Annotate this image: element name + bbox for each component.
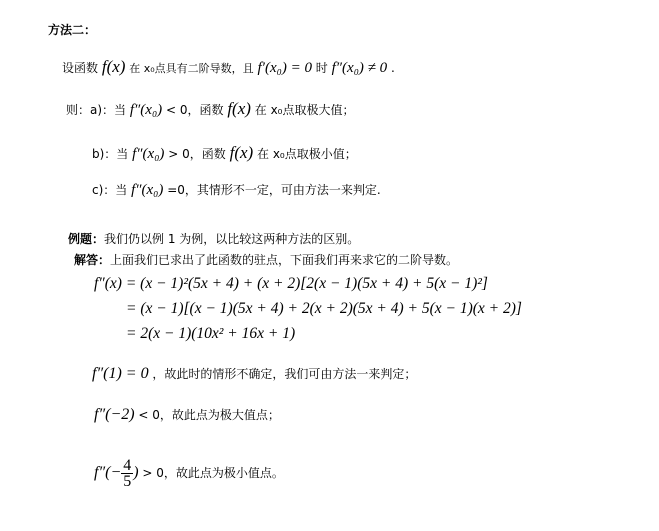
result-3-fraction <box>121 458 133 489</box>
equation-line-2: = (x − 1)[(x − 1)(5x + 4) + 2(x + 2)(5x + 4) + 5(x − 1)(x + 2)] <box>126 300 522 317</box>
case-b-expr: f″(x₀) <box>132 146 165 162</box>
result-3-expr-pre: f″(− <box>94 464 122 482</box>
section-heading: 方法二： <box>48 23 97 37</box>
fraction-numerator: 4 <box>123 457 132 474</box>
example-label: 例题： <box>68 232 105 246</box>
result-2-line <box>94 407 280 423</box>
setup-line <box>62 58 395 76</box>
result-3-expr <box>94 457 139 490</box>
case-a-compare: < 0，函数 <box>165 103 224 117</box>
setup-mid1: 在 x₀点具有二阶导数，且 <box>129 62 254 75</box>
setup-condition-1: f′(x₀) = 0 <box>257 60 312 76</box>
equation-line-3: = 2(x − 1)(10x² + 16x + 1) <box>126 325 296 342</box>
case-a-function: f(x) <box>227 99 251 118</box>
setup-condition-2: f″(x₀) ≠ 0 <box>331 60 388 76</box>
result-1-line <box>92 366 416 382</box>
result-2-expr: f″(−2) <box>94 406 135 423</box>
case-b-compare: > 0，函数 <box>168 147 226 161</box>
case-b-line <box>92 144 357 162</box>
case-b-label: b)：当 <box>92 147 129 161</box>
case-c-tail: =0，其情形不一定，可由方法一来判定. <box>167 183 381 197</box>
setup-end: . <box>390 61 395 75</box>
result-3-text: > 0，故此点为极小值点。 <box>142 466 284 481</box>
answer-label: 解答： <box>74 253 111 267</box>
answer-line <box>74 254 458 266</box>
example-text: 我们仍以例 1 为例，以比较这两种方法的区别。 <box>104 232 360 246</box>
case-a-tail: 在 x₀点取极大值； <box>254 103 355 117</box>
example-line <box>68 233 359 245</box>
result-3-expr-post: ) <box>133 464 139 482</box>
case-a-line <box>66 100 354 118</box>
setup-function: f(x) <box>101 57 126 76</box>
setup-mid2: 时 <box>315 61 328 75</box>
case-b-tail: 在 x₀点取极小值； <box>257 147 357 161</box>
case-a-expr: f″(x₀) <box>129 102 163 118</box>
equation-line-1: f″(x) = (x − 1)²(5x + 4) + (x + 2)[2(x − 1)(5x + 4) + 5(x − 1)²] <box>94 275 488 292</box>
result-1-expr: f″(1) = 0 <box>92 365 149 382</box>
case-c-line <box>92 183 381 198</box>
setup-prefix: 设函数 <box>62 61 99 75</box>
result-2-text: < 0，故此点为极大值点； <box>138 408 280 422</box>
case-a-label: 则：a)：当 <box>66 103 127 117</box>
result-3-line <box>94 458 284 489</box>
answer-text: 上面我们已求出了此函数的驻点，下面我们再来求它的二阶导数。 <box>110 253 459 267</box>
result-1-text: ，故此时的情形不确定，我们可由方法一来判定； <box>152 367 417 381</box>
case-c-expr: f″(x₀) <box>131 182 164 198</box>
case-c-label: c)：当 <box>92 183 128 197</box>
case-b-function: f(x) <box>229 143 254 162</box>
fraction-denominator: 5 <box>123 473 132 490</box>
